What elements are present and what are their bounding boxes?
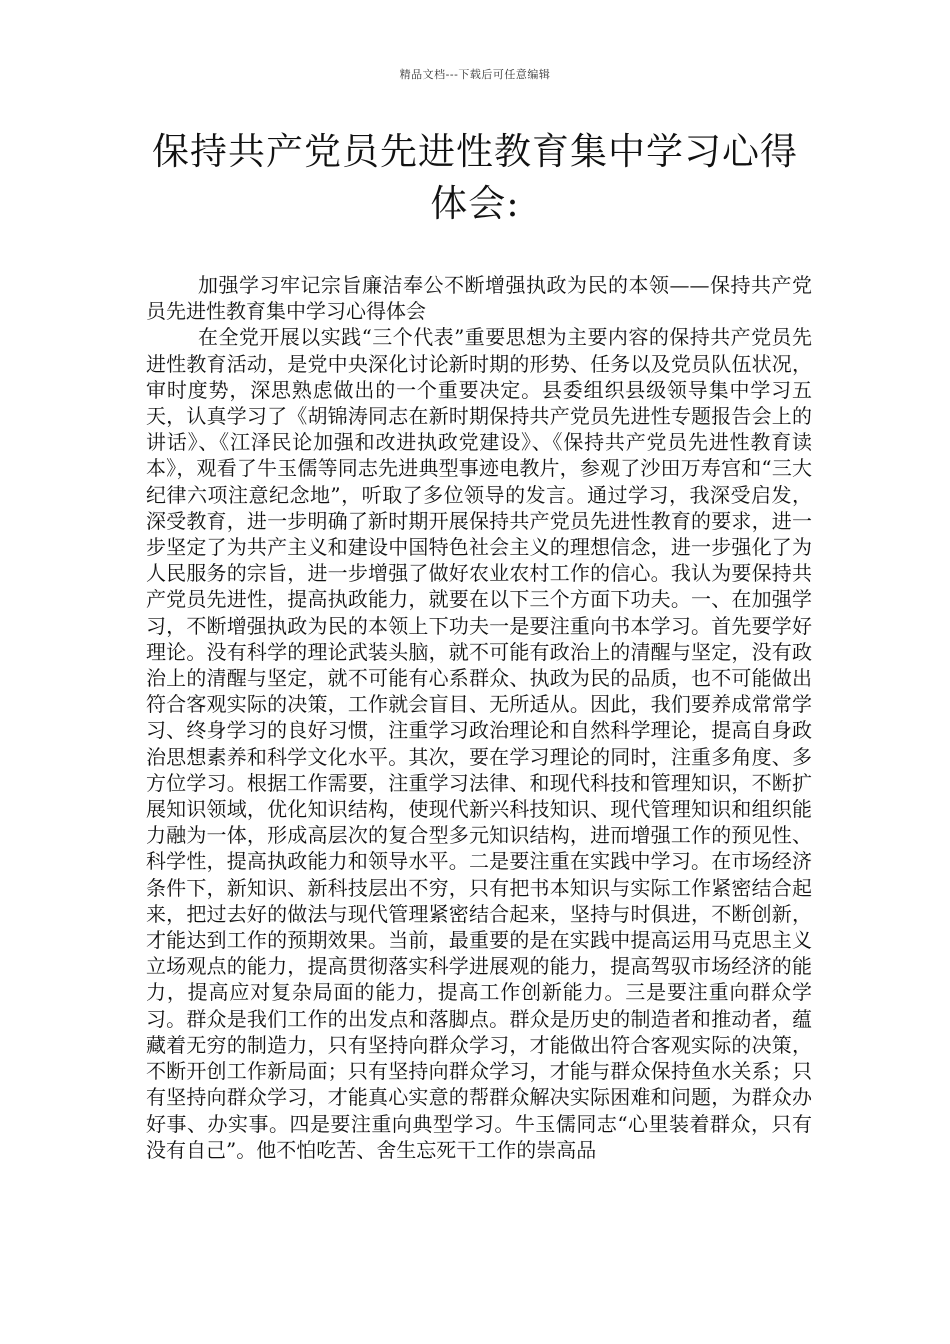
document-body [146, 272, 812, 1163]
subtitle-paragraph: 加强学习牢记宗旨廉洁奉公不断增强执政为民的本领——保持共产党员先进性教育集中学习心得体会 [146, 273, 812, 324]
document-title: 保持共产党员先进性教育集中学习心得体会: [152, 130, 798, 225]
body-paragraph: 在全党开展以实践“三个代表”重要思想为主要内容的保持共产党员先进性教育活动，是党中央深化讨论新时期的形势、任务以及党员队伍状况，审时度势，深思熟虑做出的一个重要决定。县委组织县级领导集中学习五天，认真学习了《胡锦涛同志在新时期保持共产党员先进性专题报告会上的讲话》、《江泽民论加强和改进执政党建设》、《保持共产党员先进性教育读本》，观看了牛玉儒等同志先进典型事迹电教片，参观了沙田万寿宫和“三大纪律六项注意纪念地”，听取了多位领导的发言。通过学习，我深受启发，深受教育，进一步明确了新时期开展保持共产党员先进性教育的要求，进一步坚定了为共产主义和建设中国特色社会主义的理想信念，进一步强化了为人民服务的宗旨，进一步增强了做好农业农村工作的信心。我认为要保持共产党员先进性，提高执政能力，就要在以下三个方面下功夫。一、在加强学习，不断增强执政为民的本领上下功夫一是要注重向书本学习。首先要学好理论。没有科学的理论武装头脑，就不可能有政治上的清醒与坚定，没有政治上的清醒与坚定，就不可能有心系群众、执政为民的品质，也不可能做出符合客观实际的决策，工作就会盲目、无所适从。因此，我们要养成常常学习、终身学习的良好习惯，注重学习政治理论和自然科学理论，提高自身政治思想素养和科学文化水平。其次，要在学习理论的同时，注重多角度、多方位学习。根据工作需要，注重学习法律、和现代科技和管理知识，不断扩展知识领域，优化知识结构，使现代新兴科技知识、现代管理知识和组织能力融为一体，形成高层次的复合型多元知识结构，进而增强工作的预见性、科学性，提高执政能力和领导水平。二是要注重在实践中学习。在市场经济条件下，新知识、新科技层出不穷，只有把书本知识与实际工作紧密结合起来，把过去好的做法与现代管理紧密结合起来，坚持与时俱进，不断创新，才能达到工作的预期效果。当前，最重要的是在实践中提高运用马克思主义立场观点的能力，提高贯彻落实科学进展观的能力，提高驾驭市场经济的能力，提高应对复杂局面的能力，提高工作创新能力。三是要注重向群众学习。群众是我们工作的出发点和落脚点。群众是历史的制造者和推动者，蕴藏着无穷的制造力，只有坚持向群众学习，才能做出符合客观实际的决策，不断开创工作新局面；只有坚持向群众学习，才能与群众保持鱼水关系；只有坚持向群众学习，才能真心实意的帮群众解决实际困难和问题，为群众办好事、办实事。四是要注重向典型学习。牛玉儒同志“心里装着群众，只有没有自己”。他不怕吃苦、舍生忘死干工作的崇高品 [146, 325, 812, 1162]
header-note: 精品文档---下载后可任意编辑 [399, 68, 551, 81]
